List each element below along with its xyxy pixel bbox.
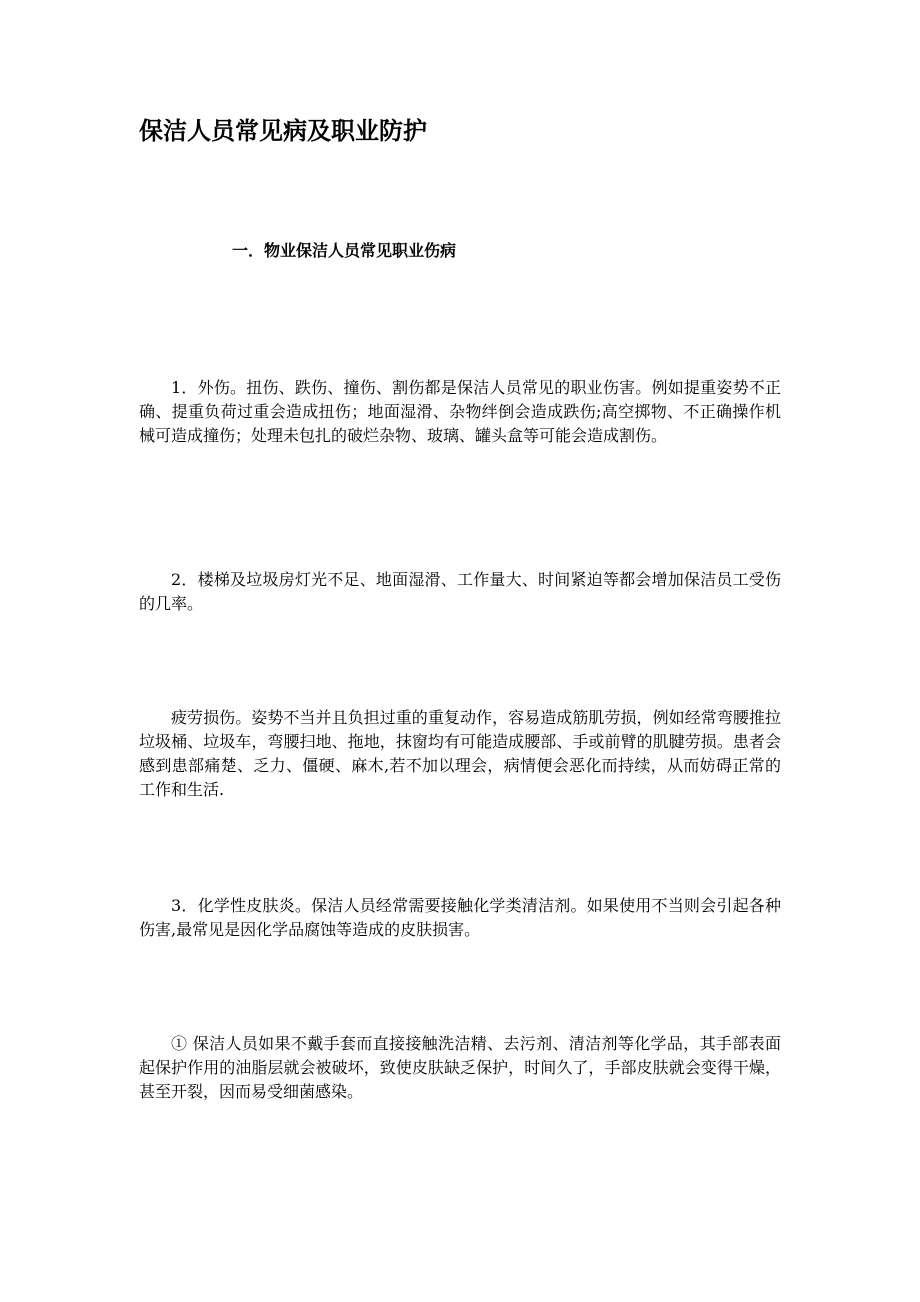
paragraph-chemical-dermatitis: 3．化学性皮肤炎。保洁人员经常需要接触化学类清洁剂。如果使用不当则会引起各种伤害,最常见是因化学品腐蚀等造成的皮肤损害。 <box>139 896 781 939</box>
paragraph-injuries: 1．外伤。扭伤、跌伤、撞伤、割伤都是保洁人员常见的职业伤害。例如提重姿势不正确、提重负荷过重会造成扭伤；地面湿滑、杂物绊倒会造成跌伤;高空掷物、不正确操作机械可造成撞伤；处理未包扎的破烂杂物、玻璃、罐头盒等可能会造成割伤。 <box>139 378 781 445</box>
page-title: 保洁人员常见病及职业防护 <box>139 116 427 145</box>
section-heading: 一．物业保洁人员常见职业伤病 <box>232 241 457 260</box>
paragraph-fatigue-injury: 疲劳损伤。姿势不当并且负担过重的重复动作，容易造成筋肌劳损，例如经常弯腰推拉垃圾桶、垃圾车，弯腰扫地、拖地，抹窗均有可能造成腰部、手或前臂的肌腱劳损。患者会感到患部痛楚、乏力、僵硬、麻木,若不加以理会，病情便会恶化而持续，从而妨碍正常的工作和生活. <box>139 708 781 799</box>
paragraph-gloves: ① 保洁人员如果不戴手套而直接接触洗洁精、去污剂、清洁剂等化学品，其手部表面起保护作用的油脂层就会被破坏，致使皮肤缺乏保护，时间久了，手部皮肤就会变得干燥，甚至开裂，因而易受细菌感染。 <box>139 1034 781 1101</box>
paragraph-stairs-lighting: 2．楼梯及垃圾房灯光不足、地面湿滑、工作量大、时间紧迫等都会增加保洁员工受伤的几率。 <box>139 570 781 613</box>
